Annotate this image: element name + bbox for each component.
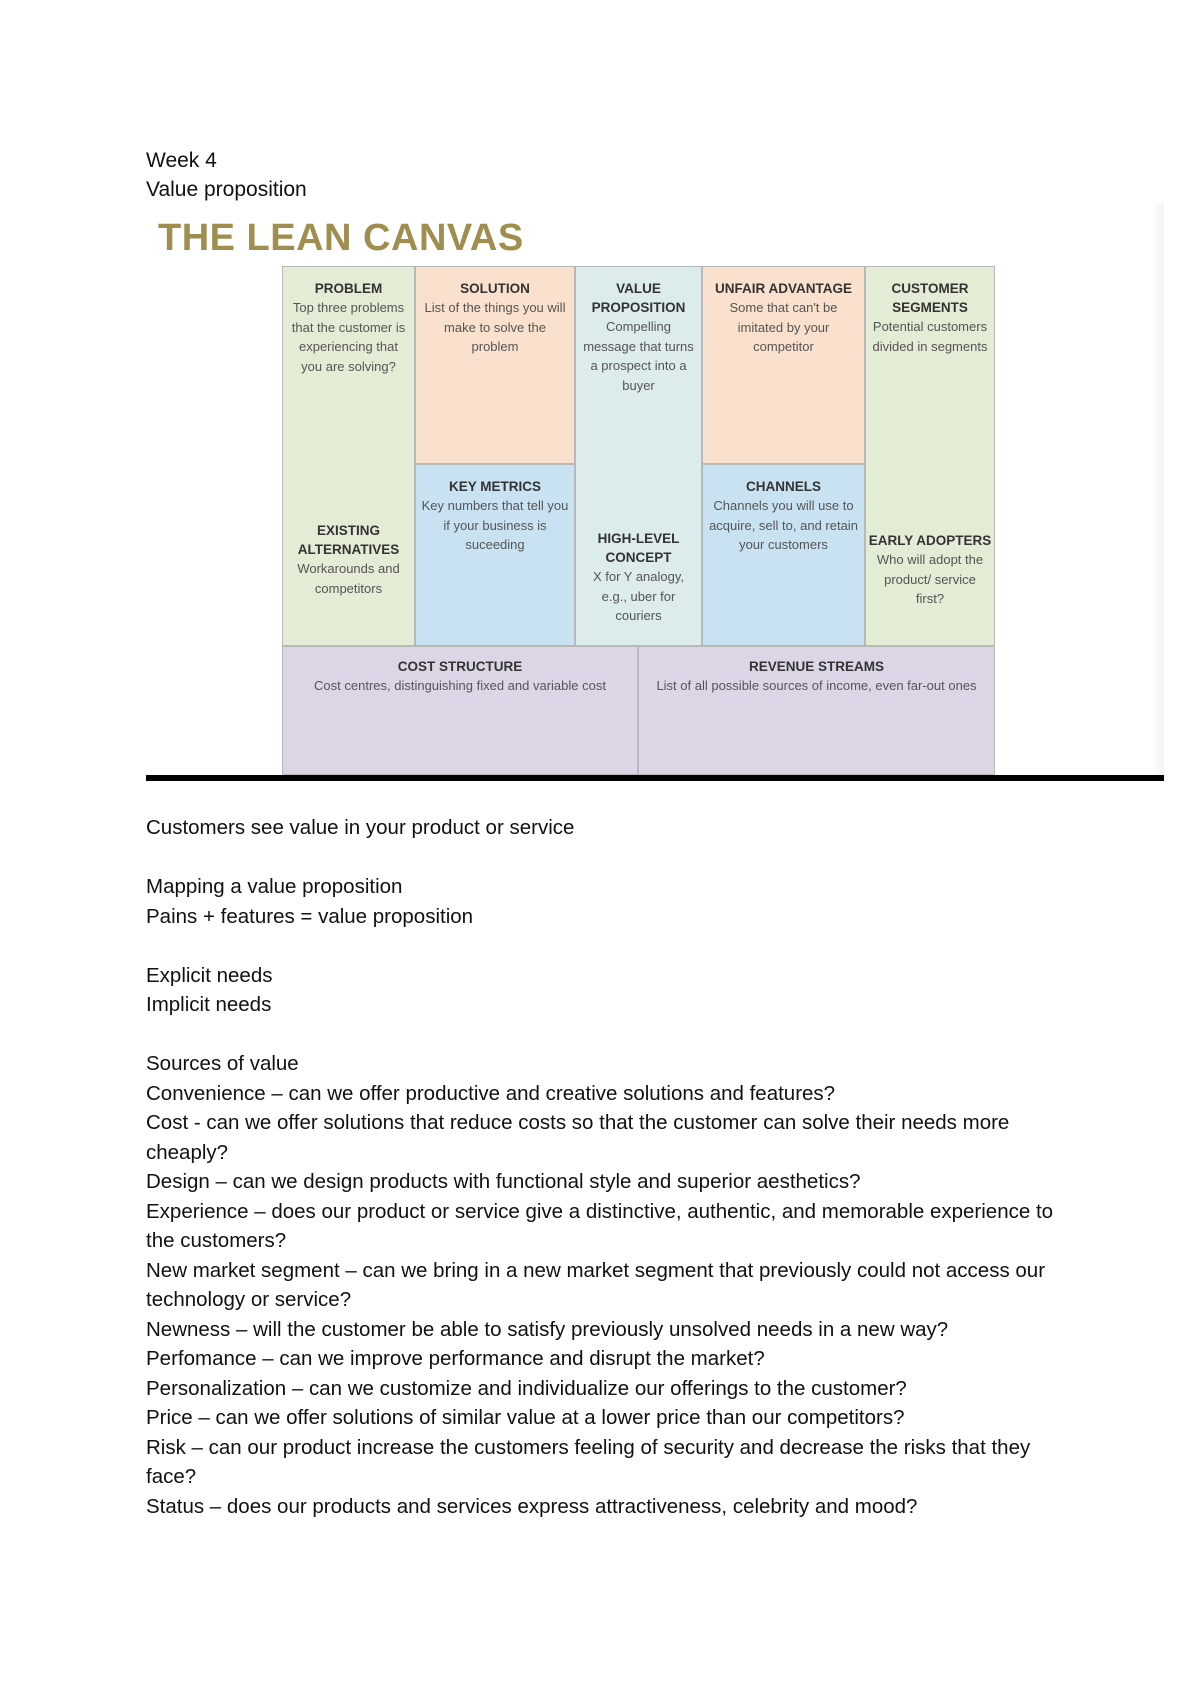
mapping-title: Mapping a value proposition [146, 875, 403, 898]
source-item: Price – can we offer solutions of similar value at a lower price than our competitors? [146, 1406, 905, 1429]
unfair-advantage-title: UNFAIR ADVANTAGE [715, 281, 852, 296]
source-item: Cost - can we offer solutions that reduce costs so that the customer can solve their needs more cheaply? [146, 1111, 1010, 1164]
revenue-streams-cell [638, 646, 995, 775]
cost-structure-title: COST STRUCTURE [397, 659, 523, 674]
source-item: Newness – will the customer be able to satisfy previously unsolved needs in a new way? [146, 1317, 949, 1341]
channels-title: CHANNELS [745, 479, 821, 494]
topic-label: Value proposition [146, 178, 307, 201]
customer-segments-cell [865, 266, 995, 646]
key-metrics-cell [415, 464, 575, 646]
existing-alternatives-desc: Workarounds and competitors [297, 561, 400, 596]
solution-title: SOLUTION [460, 281, 530, 296]
channels-desc: Channels you will use to acquire, sell to, and retain your customers [709, 498, 858, 552]
source-item: Perfomance – can we improve performance and disrupt the market? [146, 1347, 765, 1370]
value-proposition-desc: Compelling message that turns a prospect into a buyer [583, 319, 694, 393]
source-item: Design – can we design products with functional style and superior aesthetics? [146, 1170, 861, 1193]
key-metrics-desc: Key numbers that tell you if your business is suceeding [421, 498, 569, 552]
cost-structure-desc: Cost centres, distinguishing fixed and variable cost [314, 678, 606, 693]
solution-cell [415, 266, 575, 464]
source-item: Status – does our products and services express attractiveness, celebrity and mood? [146, 1494, 918, 1518]
high-level-concept-desc: X for Y analogy, e.g., uber for couriers [592, 569, 685, 623]
customer-segments-desc: Potential customers divided in segments [872, 319, 988, 354]
lean-canvas-title: THE LEAN CANVAS [158, 217, 524, 259]
cost-structure-cell [282, 646, 638, 775]
channels-cell [702, 464, 865, 646]
existing-alternatives-title: EXISTING ALTERNATIVES [297, 523, 400, 557]
early-adopters-desc: Who will adopt the product/ service first? [876, 552, 984, 606]
unfair-advantage-cell [702, 266, 865, 464]
sources-title: Sources of value [146, 1052, 299, 1075]
implicit-needs: Implicit needs [146, 993, 272, 1016]
source-item: Personalization – can we customize and individualize our offerings to the customer? [146, 1376, 907, 1400]
problem-title: PROBLEM [314, 281, 383, 296]
value-proposition-title: VALUE PROPOSITION [591, 281, 686, 315]
explicit-needs: Explicit needs [146, 963, 273, 987]
customer-segments-title: CUSTOMER SEGMENTS [891, 281, 969, 315]
solution-desc: List of the things you will make to solve the problem [424, 300, 566, 354]
unfair-advantage-desc: Some that can't be imitated by your competitor [729, 300, 838, 354]
figure-edge-shade [1152, 203, 1164, 775]
notes-body [146, 813, 1086, 1521]
problem-desc: Top three problems that the customer is experiencing that you are solving? [291, 300, 406, 374]
source-item: Convenience – can we offer productive and creative solutions and features? [146, 1081, 836, 1105]
source-item: Risk – can our product increase the customers feeling of security and decrease the risks that they face? [146, 1435, 1031, 1488]
high-level-concept-title: HIGH-LEVEL CONCEPT [597, 531, 680, 565]
key-metrics-title: KEY METRICS [448, 479, 541, 494]
source-item: New market segment – can we bring in a new market segment that previously could not access our technology or service? [146, 1258, 1046, 1311]
intro-line: Customers see value in your product or service [146, 816, 575, 839]
week-label: Week 4 [146, 149, 217, 172]
revenue-streams-title: REVENUE STREAMS [748, 659, 885, 674]
mapping-formula: Pains + features = value proposition [146, 904, 474, 928]
early-adopters-title: EARLY ADOPTERS [868, 533, 992, 548]
figure-bottom-rule [146, 775, 1164, 781]
problem-cell [282, 266, 415, 646]
source-item: Experience – does our product or service give a distinctive, authentic, and memorable experience to the customers? [146, 1199, 1054, 1252]
revenue-streams-desc: List of all possible sources of income, even far-out ones [656, 678, 977, 693]
lean-canvas-figure [146, 203, 1164, 779]
value-proposition-cell [575, 266, 702, 646]
